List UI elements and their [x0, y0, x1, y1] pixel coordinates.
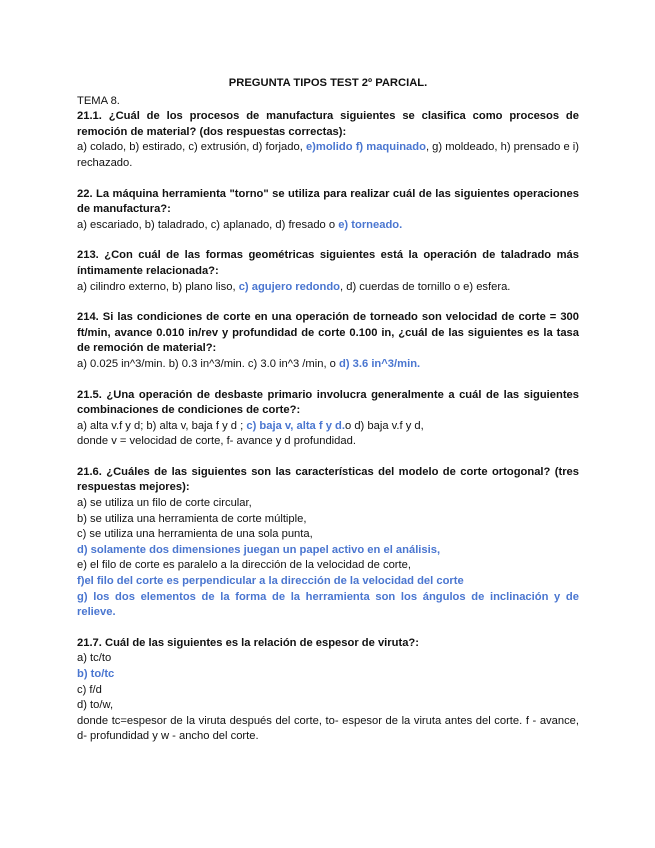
answers-22: [77, 218, 579, 234]
answer-text: , d) cuerdas de tornillo o e) esfera.: [340, 280, 511, 293]
page-title: PREGUNTA TIPOS TEST 2º PARCIAL.: [228, 77, 428, 89]
answer-text: , g) moldeado, h) prensado e i) rechazado.: [77, 141, 580, 169]
option-b: b) se utiliza una herramienta de corte múltiple,: [77, 512, 307, 525]
answer-text: a) escariado, b) taladrado, c) aplanado, d) fresado o: [77, 218, 339, 231]
correct-option-d: d) solamente dos dimensiones juegan un papel activo en el análisis,: [77, 543, 441, 556]
answers-213: [77, 280, 579, 296]
question-213: 213. ¿Con cuál de las formas geométricas siguientes está la operación de taladrado más íntimamente relacionada?:: [77, 249, 579, 277]
answers-21-1: [77, 140, 579, 171]
question-21-5: 21.5. ¿Una operación de desbaste primario involucra generalmente a cuál de las siguientes combinaciones de condiciones de corte?:: [77, 388, 579, 417]
answer-text: a) cilindro externo, b) plano liso,: [77, 280, 239, 293]
correct-option-f: f)el filo del corte es perpendicular a la dirección de la velocidad del corte: [77, 575, 464, 588]
answer-text: a) alta v.f y d; b) alta v, baja f y d ;: [77, 419, 247, 432]
option-a: a) se utiliza un filo de corte circular,: [77, 497, 252, 510]
correct-answer: c) baja v, alta f y d.: [246, 419, 345, 432]
correct-option-b: b) to/tc: [77, 668, 115, 680]
answer-text: a) colado, b) estirado, c) extrusión, d) forjado,: [77, 141, 306, 154]
question-22: 22. La máquina herramienta "torno" se utiliza para realizar cuál de las siguientes operaciones de manufactura?:: [77, 187, 579, 216]
question-21-6: 21.6. ¿Cuáles de las siguientes son las características del modelo de corte ortogonal? (tres respuestas mejores):: [77, 465, 579, 494]
answers-21-5: [77, 419, 579, 435]
correct-answer: c) agujero redondo: [238, 280, 341, 293]
document-page: [77, 76, 579, 745]
option-e: e) el filo de corte es paralelo a la dirección de la velocidad de corte,: [77, 559, 411, 572]
option-c: c) se utiliza una herramienta de una sola punta,: [77, 528, 313, 541]
section-label: TEMA 8.: [77, 94, 120, 107]
question-21-1: 21.1. ¿Cuál de los procesos de manufactura siguientes se clasifica como procesos de remoción de material? (dos respuestas correctas):: [77, 110, 579, 138]
correct-option-g: g) los dos elementos de la forma de la herramienta son los ángulos de inclinación y de relieve.: [77, 590, 579, 619]
answers-214: [77, 357, 579, 373]
answer-text: a) 0.025 in^3/min. b) 0.3 in^3/min. c) 3.0 in^3 /min, o: [77, 357, 339, 370]
correct-answer: e)molido f) maquinado: [305, 141, 426, 154]
correct-answer: e) torneado.: [338, 218, 403, 231]
question-214: 214. Si las condiciones de corte en una operación de torneado son velocidad de corte = 300 ft/min, avance 0.010 in/rev y profundidad de corte 0.100 in, ¿cuál de las siguientes es la tasa de remoción de material?:: [77, 311, 579, 355]
correct-answer: d) 3.6 in^3/min.: [339, 357, 421, 370]
option-a: a) tc/to: [77, 652, 112, 665]
option-c: c) f/d: [77, 683, 102, 696]
answer-text: o d) baja v.f y d,: [345, 419, 424, 432]
question-21-7: 21.7. Cuál de las siguientes es la relación de espesor de viruta?:: [77, 636, 419, 649]
note-21-7: donde tc=espesor de la viruta después del corte, to- espesor de la viruta antes del corte. f - avance, d- profundidad y w - ancho del corte.: [77, 714, 579, 743]
note-21-5: donde v = velocidad de corte, f- avance y d profundidad.: [77, 435, 356, 448]
option-d: d) to/w,: [77, 699, 114, 712]
